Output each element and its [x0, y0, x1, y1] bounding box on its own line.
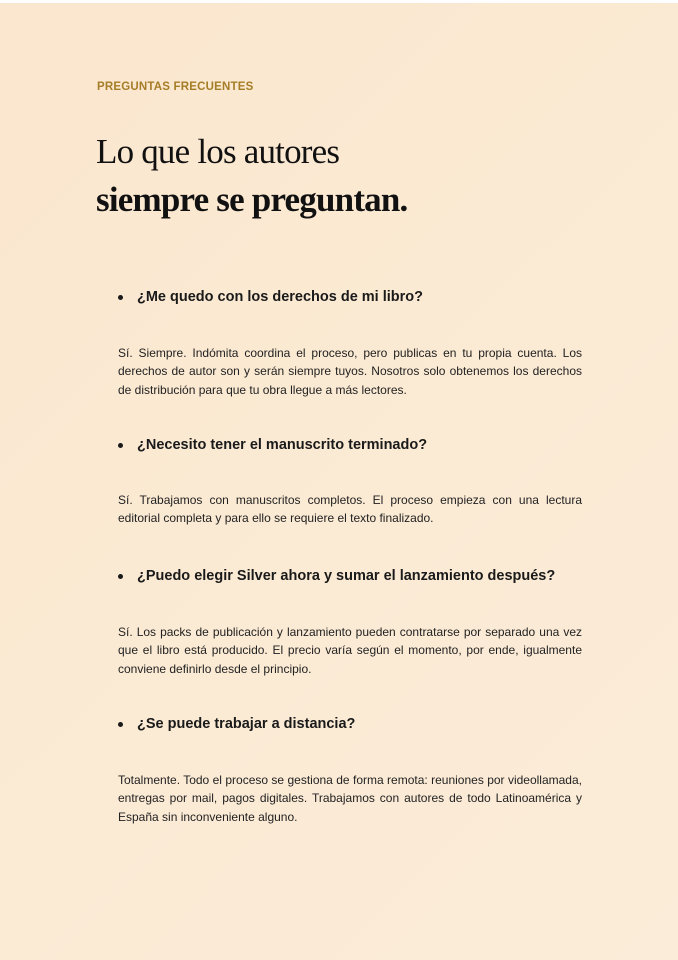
- faq-question-text: ¿Necesito tener el manuscrito terminado?: [137, 437, 428, 453]
- page-title: [96, 128, 408, 224]
- faq-question-text: ¿Me quedo con los derechos de mi libro?: [137, 289, 424, 305]
- bullet-icon: [118, 443, 123, 448]
- bullet-icon: [118, 295, 123, 300]
- section-eyebrow: PREGUNTAS FRECUENTES: [97, 81, 254, 93]
- faq-answer: Sí. Trabajamos con manuscritos completos. El proceso empieza con una lectura editorial completa y para ello se requiere el texto finalizado.: [118, 493, 582, 526]
- bullet-icon: [118, 574, 123, 579]
- title-line-2: siempre se preguntan.: [96, 180, 408, 219]
- faq-question: [118, 287, 582, 307]
- faq-item-remote-work: [118, 714, 582, 826]
- faq-item-rights: [118, 287, 582, 399]
- bullet-icon: [118, 722, 123, 727]
- faq-question-text: ¿Puedo elegir Silver ahora y sumar el lanzamiento después?: [137, 568, 556, 584]
- faq-item-silver-plan: [118, 566, 582, 678]
- faq-question: [118, 714, 582, 734]
- faq-question-text: ¿Se puede trabajar a distancia?: [137, 716, 356, 732]
- faq-question: [118, 566, 582, 586]
- title-line-1: Lo que los autores: [96, 132, 340, 171]
- faq-answer: Sí. Los packs de publicación y lanzamiento pueden contratarse por separado una vez que el libro está producido. El precio varía según el momento, por ende, igualmente conviene definirlo desde el principio.: [118, 625, 582, 676]
- faq-question: [118, 435, 582, 455]
- faq-answer: Sí. Siempre. Indómita coordina el proceso, pero publicas en tu propia cuenta. Los derechos de autor son y serán siempre tuyos. Nosotros solo obtenemos los derechos de distribución para que tu obra llegue a más lectores.: [118, 346, 582, 397]
- faq-answer: Totalmente. Todo el proceso se gestiona de forma remota: reuniones por videollamada, entregas por mail, pagos digitales. Trabajamos con autores de todo Latinoamérica y España sin inconveniente alguno.: [118, 773, 582, 824]
- faq-item-manuscript: [118, 435, 582, 528]
